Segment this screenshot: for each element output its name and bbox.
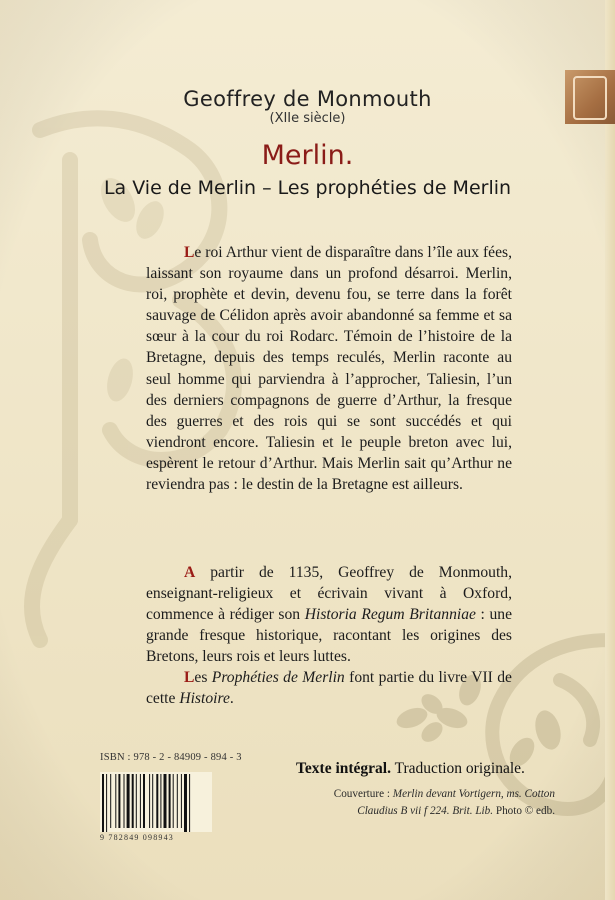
summary-paragraph-2	[146, 562, 512, 667]
cover-credit-source: Merlin devant Vortigern, ms. Cotton Claudius B vii f 224. Brit. Lib.	[357, 788, 555, 817]
barcode-bar	[102, 774, 104, 832]
barcode	[100, 772, 212, 832]
barcode-bar	[173, 774, 174, 828]
edition-note	[296, 760, 556, 778]
barcode-bar	[189, 774, 190, 832]
barcode-bar	[136, 774, 137, 828]
barcode-bar	[143, 774, 145, 828]
book-subtitle: La Vie de Merlin – Les prophéties de Merlin	[103, 177, 512, 199]
barcode-bar	[177, 774, 178, 828]
paragraph-text: e roi Arthur vient de disparaître dans l’île aux fées, laissant son royaume dans un profond désarroi. Merlin, roi, prophète et devin, devenu fou, se terre dans la forêt sauvage de Célidon après avoir abandonné sa femme et sa sœur à la cour du roi Rodarc. Témoin de l’histoire de la Bretagne, depuis des temps reculés, Merlin raconte au seul homme qui parviendra à l’approcher, Taliesin, l’un des derniers compagnons de guerre d’Arthur, la fresque des guerres et des rois qui se sont succédés et qui viendront encore. Taliesin et le peuple breton avec lui, espèrent le retour d’Arthur. Mais Merlin sait qu’Arthur ne reviendra pas : le destin de la Bretagne est ailleurs.	[146, 244, 512, 494]
century-note: (XIIe siècle)	[269, 111, 346, 126]
work-title: Histoire	[179, 690, 230, 708]
author-name: Geoffrey de Monmouth	[183, 87, 432, 111]
spine-edge	[605, 0, 615, 900]
barcode-bar	[140, 774, 141, 828]
barcode-bar	[115, 774, 116, 828]
edition-note-bold: Texte intégral.	[296, 760, 391, 777]
paragraph-text: font partie du livre VII de cette	[146, 669, 512, 708]
barcode-bar	[106, 774, 107, 832]
cover-credit	[300, 786, 555, 819]
isbn-label: ISBN : 978 - 2 - 84909 - 894 - 3	[100, 752, 242, 763]
book-title: Merlin.	[261, 140, 354, 171]
work-title: Historia Regum Britanniae	[304, 606, 476, 624]
paragraph-text: : une grande fresque historique, racontant les origines des Bretons, leurs rois et leurs luttes.	[146, 606, 512, 666]
work-title: Prophéties de Merlin	[211, 669, 345, 686]
cover-credit-label: Couverture :	[333, 788, 393, 800]
drop-initial: L	[184, 244, 195, 261]
barcode-bars	[100, 772, 212, 832]
barcode-bar	[132, 774, 134, 828]
barcode-bar	[184, 774, 187, 832]
barcode-bar	[110, 774, 111, 828]
paragraph-text: partir de 1135, Geoffrey de Monmouth, enseignant-religieux et écrivain vivant à Oxford, commence à rédiger son	[146, 564, 512, 624]
barcode-bar	[156, 774, 158, 828]
barcode-bar	[149, 774, 150, 828]
barcode-bar	[118, 774, 120, 828]
summary-paragraph-3	[146, 667, 512, 709]
drop-initial: L	[184, 669, 195, 686]
barcode-bar	[152, 774, 153, 828]
barcode-bar	[164, 774, 167, 828]
barcode-bar	[160, 774, 161, 828]
paragraph-text: .	[229, 690, 234, 708]
summary-paragraph-1	[146, 242, 512, 495]
drop-initial: A	[184, 564, 196, 581]
edition-note-text: Traduction originale.	[391, 760, 525, 777]
barcode-bar	[127, 774, 130, 828]
barcode-bar	[169, 774, 171, 828]
barcode-bar	[124, 774, 125, 828]
barcode-digits: 9 782849 098943	[100, 833, 174, 842]
barcode-bar	[181, 774, 182, 828]
cover-credit-photo: Photo © edb.	[493, 804, 555, 817]
paragraph-text: es	[194, 669, 212, 686]
